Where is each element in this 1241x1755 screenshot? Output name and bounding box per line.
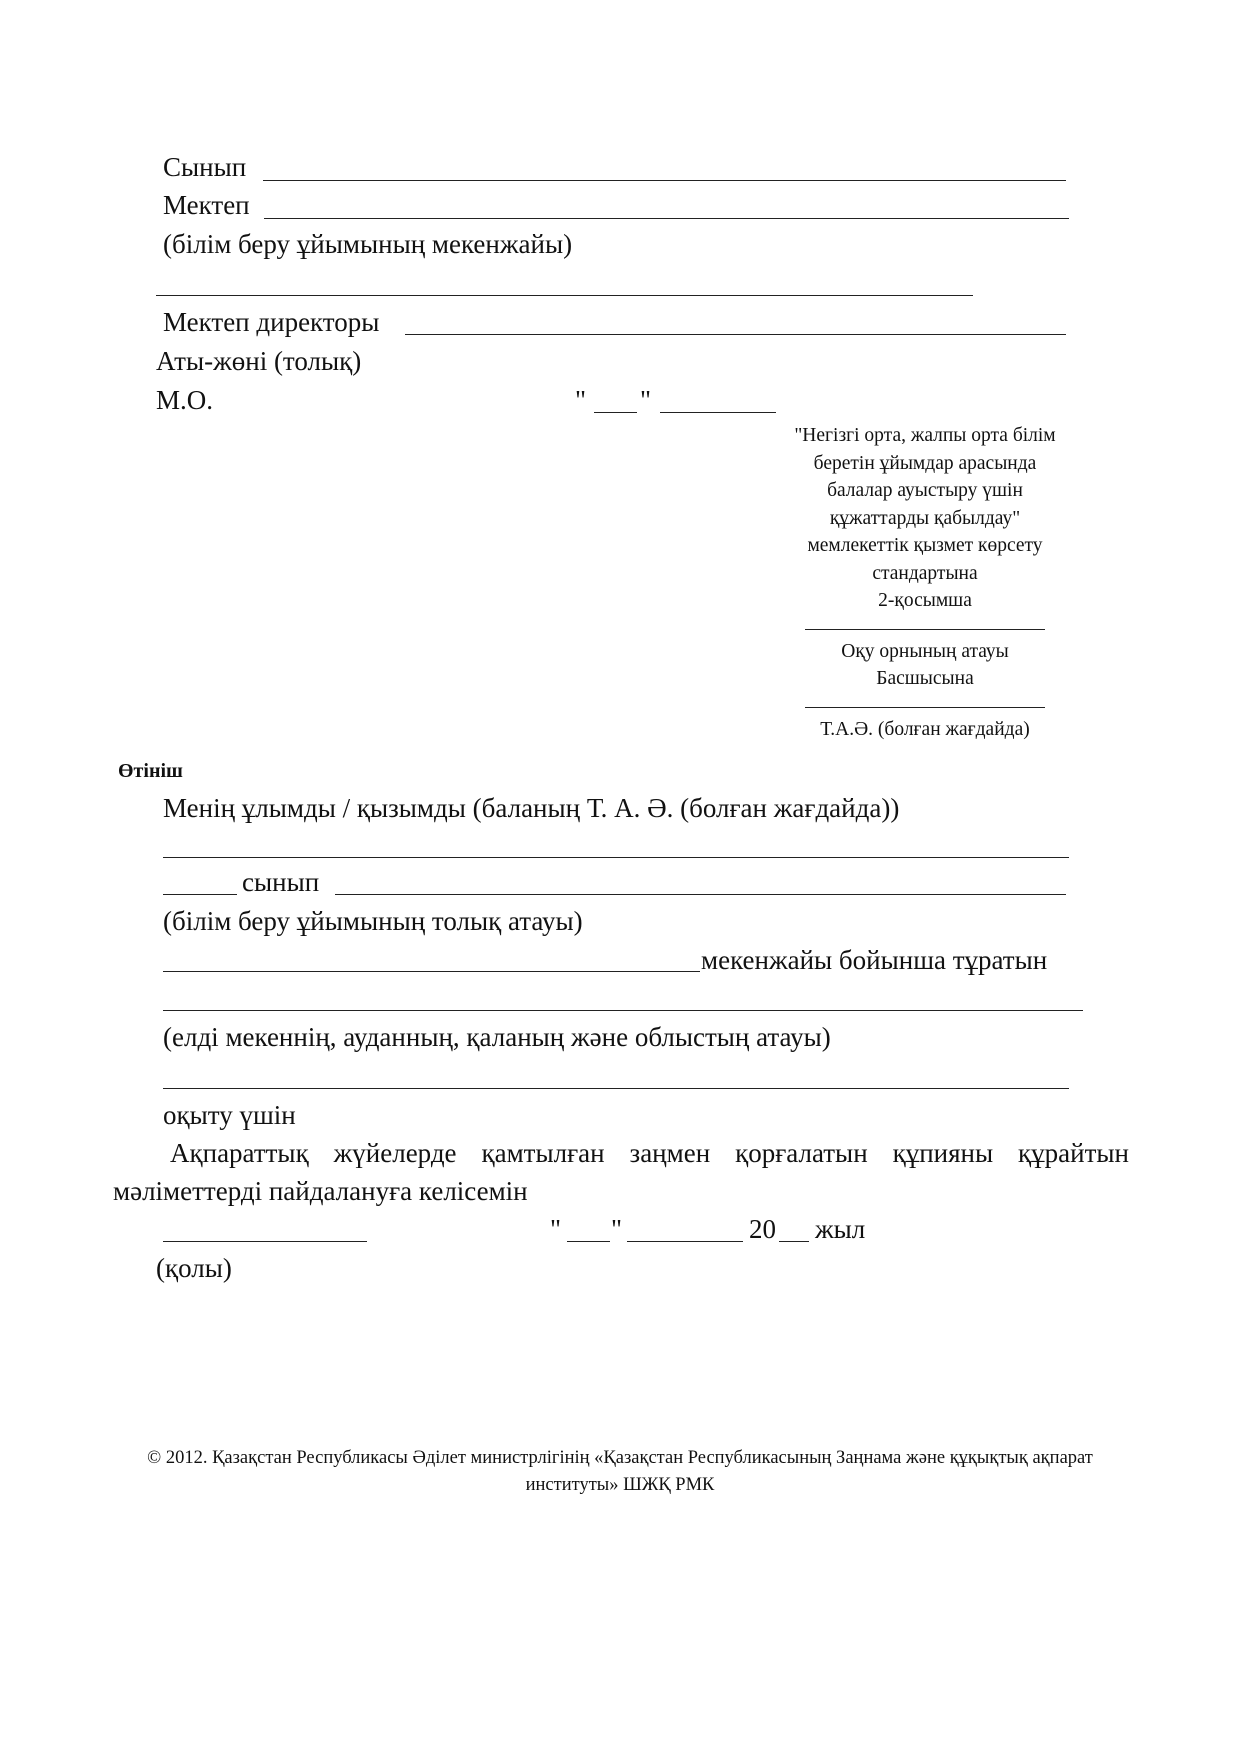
recipient-head-label: Басшысына [876, 668, 974, 689]
footer [120, 1445, 1120, 1499]
address-field[interactable] [156, 295, 973, 296]
recipient-name-field[interactable] [805, 707, 1045, 708]
class-field[interactable] [263, 180, 1066, 181]
date-month-field[interactable] [660, 412, 776, 413]
recipient-org-field[interactable] [805, 629, 1045, 630]
recipient-name-label: Т.А.Ә. (болған жағдайда) [820, 718, 1030, 740]
date-close-quote: " [640, 385, 652, 415]
application-title: Өтініш [118, 760, 183, 782]
annex-line: балалар ауыстыру үшін [827, 480, 1023, 501]
child-name-field[interactable] [163, 857, 1069, 858]
study-field[interactable] [163, 1088, 1069, 1089]
address-line-field[interactable] [163, 971, 700, 972]
annex-line: "Негізгі орта, жалпы орта білім [794, 425, 1056, 446]
sign-date-open-quote: " [550, 1214, 562, 1244]
for-study-text: оқыту үшін [163, 1100, 296, 1130]
footer-line: © 2012. Қазақстан Республикасы Әділет министрлігінің «Қазақстан Республикасының Заңнама және құқықтық ақпарат [147, 1448, 1093, 1468]
org-name-field[interactable] [335, 894, 1066, 895]
date-day-field[interactable] [594, 412, 637, 413]
class-word: сынып [242, 867, 320, 897]
school-label: Мектеп [163, 190, 250, 220]
director-field[interactable] [405, 334, 1066, 335]
locality-field[interactable] [163, 1010, 1083, 1011]
annex-line: құжаттарды қабылдау" [829, 507, 1021, 529]
consent-text: Ақпараттық жүйелерде қамтылған заңмен қорғалатын құпияны құрайтын мәліметтерді пайдалануға келісемін [113, 1138, 1129, 1206]
full-name-label: Аты-жөні (толық) [156, 346, 362, 376]
child-line-text: Менің ұлымды / қызымды (баланың Т. А. Ә. (болған жағдайда)) [163, 793, 900, 823]
annex-line: мемлекеттік қызмет көрсету [807, 535, 1043, 556]
locality-note: (елді мекеннің, ауданның, қаланың және облыстың атауы) [163, 1022, 831, 1052]
sign-date-day-field[interactable] [567, 1241, 610, 1242]
year-field[interactable] [779, 1241, 809, 1242]
org-full-name-note: (білім беру ұйымының толық атауы) [163, 906, 583, 936]
sign-date-close-quote: " [611, 1214, 623, 1244]
annex-block [760, 422, 1090, 743]
signature-label: (қолы) [156, 1253, 232, 1283]
address-note: (білім беру ұйымының мекенжайы) [163, 229, 573, 259]
school-field[interactable] [264, 218, 1069, 219]
child-class-field[interactable] [163, 894, 237, 895]
director-label: Мектеп директоры [163, 307, 380, 337]
year-word: жыл [815, 1214, 866, 1244]
stamp-label: М.О. [156, 385, 214, 415]
footer-line: институты» ШЖҚ РМК [525, 1475, 715, 1495]
date-open-quote: " [575, 385, 587, 415]
class-label: Сынып [163, 152, 247, 182]
annex-line: беретін ұйымдар арасында [813, 452, 1037, 474]
sign-date-month-field[interactable] [627, 1241, 743, 1242]
signature-field[interactable] [163, 1241, 367, 1242]
annex-line: 2-қосымша [878, 590, 972, 611]
year-prefix: 20 [749, 1214, 776, 1244]
annex-line: стандартына [872, 562, 978, 584]
recipient-org-label: Оқу орнының атауы [841, 640, 1009, 662]
residing-text: мекенжайы бойынша тұратын [701, 945, 1048, 975]
